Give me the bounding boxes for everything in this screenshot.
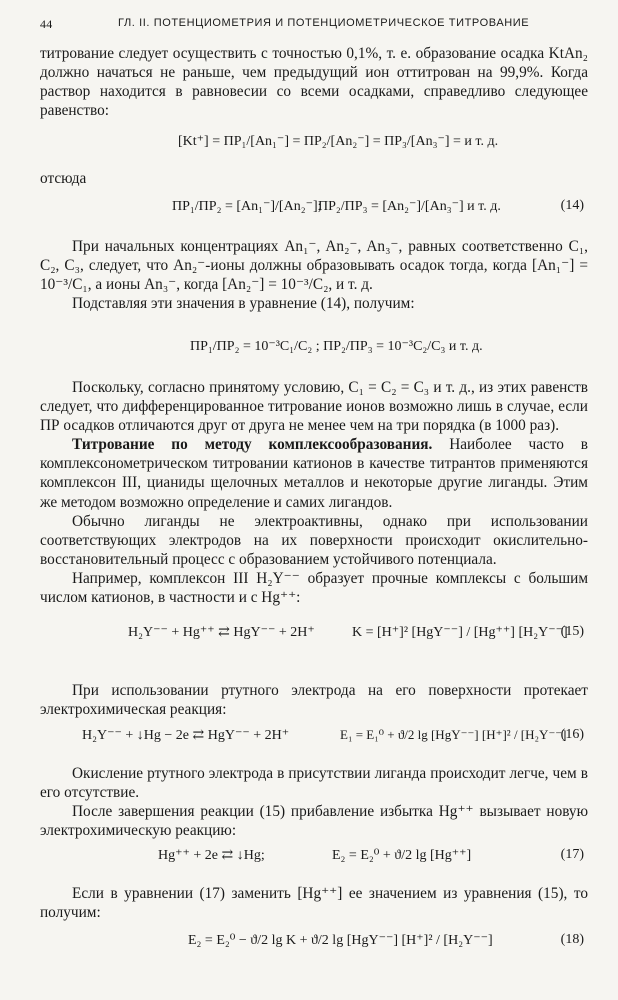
equation-17-potential [332,847,471,864]
paragraph-4 [40,378,588,607]
paragraph-4-text: Поскольку, согласно принятому условию, C₁ = C₂ = C₃ и т. д., из этих равенств следует, что дифференцированное титрование ионов возможно лишь в случае, если ПР осадков отличаются друг от друга не менее чем на три порядка (в 1000 раз). [40,379,588,435]
equation-18 [188,932,493,949]
equation-16-left-text: H₂Y⁻⁻ + ↓Hg − 2e ⇄ HgY⁻⁻ + 2H⁺ [82,728,290,743]
equation-15-right-text: K = [H⁺]² [HgY⁻⁻] / [Hg⁺⁺] [H₂Y⁻⁻] [352,625,568,640]
paragraph-10-text: После завершения реакции (15) прибавление избытка Hg⁺⁺ вызывает новую электрохимическую реакцию: [40,803,588,840]
equation-number-16: (16) [560,727,584,742]
section-heading-complexation: Титрование по методу комплексообразования. [72,436,433,454]
equation-17-left-text: Hg⁺⁺ + 2e ⇄ ↓Hg; [158,848,265,863]
otsyuda-text: отсюда [40,170,87,187]
equation-substituted-text: ПР₁/ПР₂ = 10⁻³C₁/C₂ ; ПР₂/ПР₃ = 10⁻³C₂/C₃ и т. д. [190,339,483,354]
equation-18-text: E₂ = E₂⁰ − ϑ/2 lg K + ϑ/2 lg [HgY⁻⁻] [H⁺]² / [H₂Y⁻⁻] [188,933,493,948]
equation-substituted [190,338,483,355]
paragraph-11 [40,884,588,922]
equation-number-14: (14) [560,198,584,213]
equation-17-right-text: E₂ = E₂⁰ + ϑ/2 lg [Hg⁺⁺] [332,848,472,863]
paragraph-11-text: Если в уравнении (17) заменить [Hg⁺⁺] ее значением из уравнения (15), то получим: [40,885,588,922]
paragraph-8 [40,681,588,719]
paragraph-1-text: титрование следует осуществить с точностью 0,1%, т. е. образование осадка KtAn₂ должно начаться не раньше, чем предыдущий ион оттитрован на 99,9%. Когда раствор находится в равновесии со всеми осадками, справедливо следующее равенство: [40,45,588,120]
paragraph-2-text: При начальных концентрациях An₁⁻, An₂⁻, An₃⁻, равных соответственно C₁, C₂, C₃, следует, что An₂⁻-ионы должны образовывать осадок тогда, когда [An₁⁻] = 10⁻³/C₁, а ионы An₃⁻, когда [An₂⁻] = 10⁻³/C₂, и т. д. [40,238,588,294]
equation-14a-text: ПР₁/ПР₂ = [An₁⁻]/[An₂⁻]; [172,199,322,214]
equation-number-15: (15) [560,624,584,639]
paragraph-6-text: Обычно лиганды не электроактивны, однако при использовании соответствующих электродов на их поверхности происходит окислительно-восстановительный процесс с образованием устойчивого потенциала. [40,512,588,568]
equation-number-18: (18) [560,932,584,947]
equation-14b [318,198,501,215]
equation-15-reaction [128,624,315,641]
equation-number-17: (17) [560,847,584,862]
equation-15-constant [352,624,568,641]
paragraph-5-rest: Наиболее часто в комплексонометрическом титровании катионов в качестве титрантов применяются комплексон III, цианиды щелочных металлов и некоторые другие лиганды. Этим же методом возможно определение и самих лигандов. [40,436,588,511]
equation-17-reaction [158,847,265,864]
running-title: ГЛ. II. ПОТЕНЦИОМЕТРИЯ И ПОТЕНЦИОМЕТРИЧЕСКОЕ ТИТРОВАНИЕ [118,17,530,29]
equation-15-left-text: H₂Y⁻⁻ + Hg⁺⁺ ⇄ HgY⁻⁻ + 2H⁺ [128,625,315,640]
equation-16-potential [340,727,567,743]
page-number: 44 [40,17,53,31]
equation-16-reaction [82,727,289,744]
paragraph-9-text: Окисление ртутного электрода в присутствии лиганда происходит легче, чем в его отсутствие. [40,765,588,802]
equation-14b-text: ПР₂/ПР₃ = [An₂⁻]/[An₃⁻] и т. д. [318,199,501,214]
paragraph-7-text: Например, комплексон III H₂Y⁻⁻ образует прочные комплексы с большим числом катионов, в частности и с Hg⁺⁺: [40,569,588,607]
paragraph-2 [40,237,588,313]
paragraph-8-text: При использовании ртутного электрода на его поверхности протекает электрохимическая реакция: [40,682,588,719]
equation-14a [172,198,322,215]
label-otsyuda [40,169,588,188]
paragraph-9 [40,764,588,840]
paragraph-5-text [40,435,588,511]
equation-kt-text: [Kt⁺] = ПР₁/[An₁⁻] = ПР₂/[An₂⁻] = ПР₃/[An₃⁻] = и т. д. [178,134,499,149]
equation-kt [178,133,498,150]
equation-16-right-text: E₁ = E₁⁰ + ϑ/2 lg [HgY⁻⁻] [H⁺]² / [H₂Y⁻⁻] [340,727,567,742]
paragraph-3-text: Подставляя эти значения в уравнение (14), получим: [72,295,415,313]
paragraph-1 [40,44,588,120]
